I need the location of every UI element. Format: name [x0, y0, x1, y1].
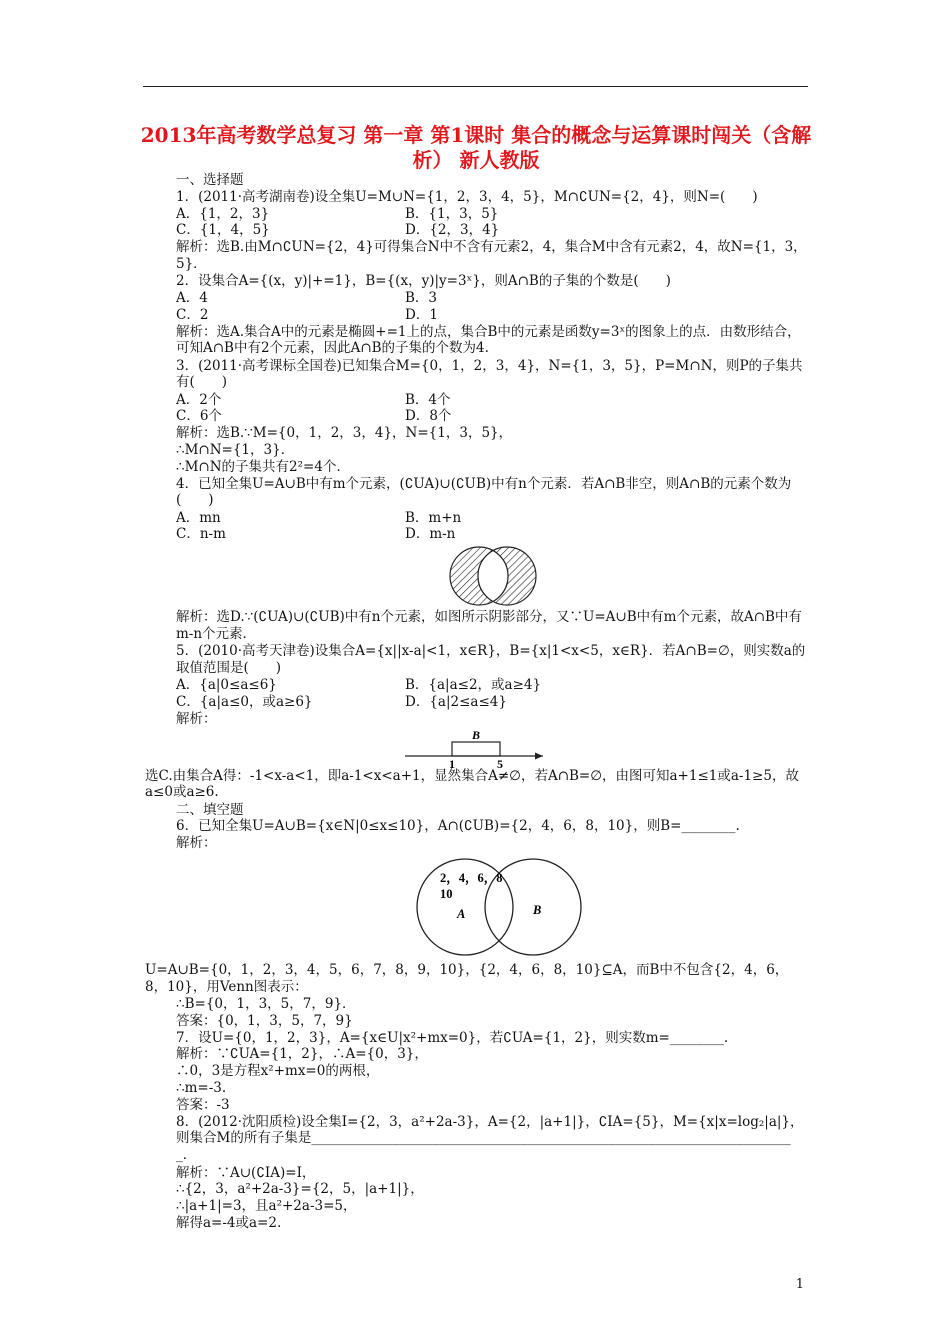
q4-options-row2: C．n-m D．m-n — [176, 526, 456, 543]
q7-solution-step: ∴0，3是方程x²+mx=0的两根， — [176, 1063, 380, 1080]
venn-elements: 10 — [440, 886, 453, 901]
question-2: 2．设集合A={(x，y)|+=1}，B={(x，y)|y=3ˣ}，则A∩B的子集的个数是( ) — [176, 273, 671, 290]
tick-label-1: 1 — [449, 756, 455, 768]
venn-label-a: A — [457, 906, 466, 921]
interval-label: B — [471, 727, 481, 742]
q1-options-row1: A．{1，2，3} B．{1，3，5} — [176, 205, 499, 222]
tick-label-5: 5 — [497, 756, 503, 768]
question-3: 3．(2011·高考课标全国卷)已知集合M={0，1，2，3，4}，N={1，3，5}，P=M∩N，则P的子集共有( ) — [176, 357, 803, 391]
document-body — [145, 172, 810, 1232]
q5-options-row1: A．{a|0≤a≤6} B．{a|a≤2，或a≥4} — [176, 677, 542, 694]
question-4: 4．已知全集U=A∪B中有m个元素，(∁UA)∪(∁UB)中有n个元素．若A∩B非空，则A∩B的元素个数为( ) — [176, 475, 792, 509]
header-rule — [143, 86, 808, 87]
q3-options-row2: C．6个 D．8个 — [176, 408, 452, 425]
q3-options-row1: A．2个 B．4个 — [176, 391, 451, 408]
venn-diagram-shaded — [145, 543, 810, 609]
section-heading: 二、填空题 — [176, 801, 244, 818]
q1-options-row2: C．{1，4，5} D．{2，3，4} — [176, 222, 500, 239]
q2-options-row2: C．2 D．1 — [176, 306, 438, 323]
q6-solution-step: ∴B={0，1，3，5，7，9}． — [176, 995, 356, 1012]
q6-solution-label: 解析： — [176, 835, 217, 852]
q5-solution-label: 解析： — [176, 710, 217, 727]
q1-solution: 解析：选B.由M∩∁UN={2，4}可得集合N中不含有元素2，4，集合M中含有元素2，4，故N={1，3，5}． — [176, 239, 807, 272]
page-number: 1 — [795, 1277, 804, 1292]
question-5: 5．(2010·高考天津卷)设集合A={x||x-a|<1，x∈R}，B={x|1<x<5，x∈R}．若A∩B=∅，则实数a的取值范围是( ) — [176, 643, 806, 676]
q8-solution-step: 解得a=-4或a=2. — [176, 1214, 282, 1231]
q6-solution: U=A∪B={0，1，2，3，4，5，6，7，8，9，10}，{2，4，6，8，10}⊆A，而B中不包含{2，4，6，8，10}，用Venn图表示： — [145, 961, 789, 995]
q3-solution: 解析：选B.∵M={0，1，2，3，4}，N={1，3，5}， — [176, 425, 513, 442]
venn-elements: 2，4，6，8 — [440, 870, 503, 885]
interval-box — [452, 742, 500, 756]
q8-solution-step: ∴{2，3，a²+2a-3}={2，5，|a+1|}， — [176, 1181, 424, 1198]
q4-options-row1: A．mn B．m+n — [176, 509, 462, 526]
q7-solution-step: ∴m=-3. — [176, 1079, 227, 1096]
venn-diagram-q6 — [145, 852, 810, 962]
axis-arrow-icon — [535, 752, 543, 759]
q6-answer: 答案：{0，1，3，5，7，9} — [176, 1012, 353, 1029]
q2-solution: 解析：选A.集合A中的元素是椭圆+=1上的点，集合B中的元素是函数y=3ˣ的图象上的点．由数形结合，可知A∩B中有2个元素，因此A∩B的子集的个数为4. — [176, 323, 801, 357]
q7-answer: 答案：-3 — [176, 1096, 230, 1113]
page-title: 2013年高考数学总复习 第一章 第1课时 集合的概念与运算课时闯关（含解析） 新人教版 — [140, 123, 812, 172]
q7-solution: 解析：∵∁UA={1，2}，∴A={0，3}， — [176, 1046, 428, 1063]
q3-solution-step: ∴M∩N的子集共有2²=4个． — [176, 458, 350, 475]
q8-solution-step: ∴|a+1|=3，且a²+2a-3=5， — [176, 1198, 357, 1215]
question-8: 8．(2012·沈阳质检)设全集I={2，3，a²+2a-3}，A={2，|a+1|}，∁IA={5}，M={x|x=log₂|a|}，则集合M的所有子集是________________________________________________________________________． — [176, 1113, 804, 1164]
q4-solution: 解析：选D.∵(∁UA)∪(∁UB)中有n个元素，如图所示阴影部分，又∵U=A∪B中有m个元素，故A∩B中有m-n个元素． — [176, 609, 802, 642]
question-1: 1．(2011·高考湖南卷)设全集U=M∪N={1，2，3，4，5}，M∩∁UN={2，4}，则N=( ) — [176, 188, 758, 205]
q5-solution: 选C.由集合A得：-1<x-a<1，即a-1<x<a+1，显然集合A≠∅，若A∩B=∅，由图可知a+1≤1或a-1≥5，故a≤0或a≥6. — [145, 767, 799, 801]
venn-label-b: B — [533, 902, 542, 917]
q3-solution-step: ∴M∩N={1，3}． — [176, 441, 295, 458]
q8-solution: 解析：∵A∪(∁IA)=I， — [176, 1164, 316, 1181]
q2-options-row1: A．4 B．3 — [176, 289, 438, 306]
number-line-figure — [145, 728, 810, 768]
question-7: 7．设U={0，1，2，3}，A={x∈U|x²+mx=0}，若∁UA={1，2}，则实数m=________. — [176, 1029, 729, 1046]
section-heading: 一、选择题 — [176, 172, 244, 188]
q5-options-row2: C．{a|a≤0，或a≥6} D．{a|2≤a≤4} — [176, 693, 507, 710]
question-6: 6．已知全集U=A∪B={x∈N|0≤x≤10}，A∩(∁UB)={2，4，6，8，10}，则B=________. — [176, 818, 740, 835]
